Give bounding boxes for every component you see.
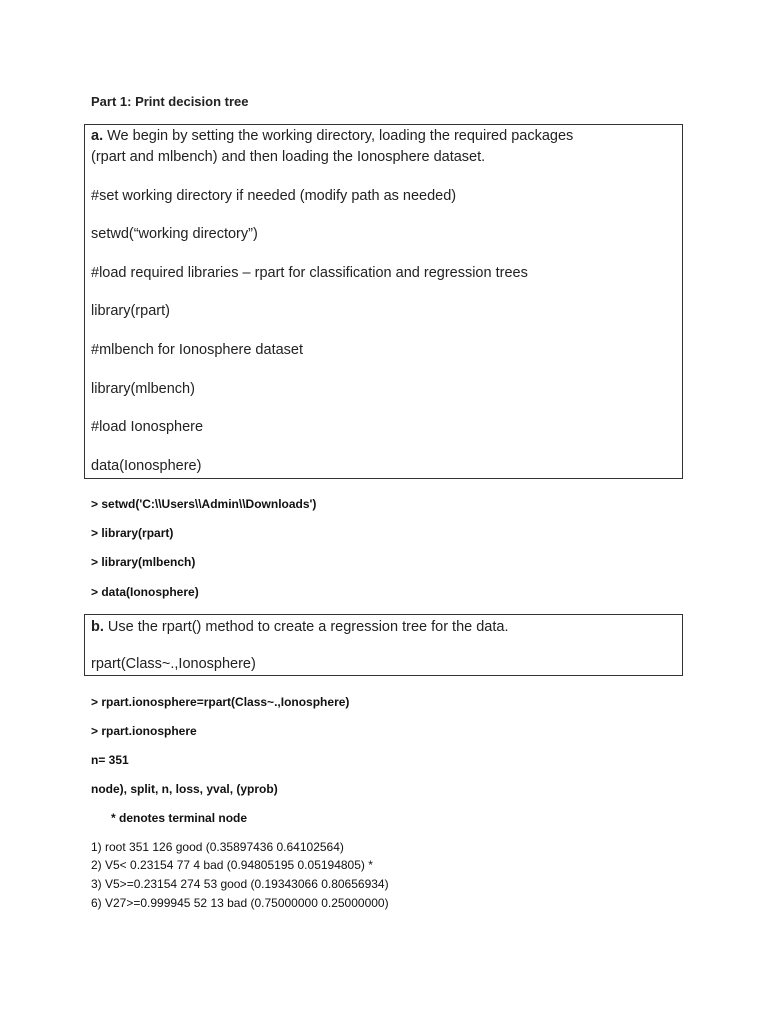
section-heading: Part 1: Print decision tree bbox=[91, 94, 249, 109]
box-a-intro-text: We begin by setting the working directory, loading the required packages bbox=[103, 128, 574, 144]
box-a-marker: a. bbox=[91, 128, 104, 144]
tree-output-line: 2) V5< 0.23154 77 4 bad (0.94805195 0.05194805) * bbox=[91, 858, 373, 872]
console-line: > data(Ionosphere) bbox=[91, 585, 199, 599]
box-a-code-line: library(rpart) bbox=[91, 303, 170, 319]
box-a-code-line: #load Ionosphere bbox=[91, 419, 204, 435]
console-line: > library(rpart) bbox=[91, 526, 174, 540]
box-a-code-line: #mlbench for Ionosphere dataset bbox=[91, 342, 303, 358]
tree-output-line: 3) V5>=0.23154 274 53 good (0.19343066 0.80656934) bbox=[91, 877, 389, 891]
box-a-code-line: setwd(“working directory”) bbox=[91, 226, 258, 242]
tree-output-line: 1) root 351 126 good (0.35897436 0.64102564) bbox=[91, 840, 344, 854]
box-b-intro-line bbox=[91, 619, 508, 635]
console-line: node), split, n, loss, yval, (yprob) bbox=[91, 782, 278, 796]
box-a-code-line: library(mlbench) bbox=[91, 381, 195, 397]
box-b-marker: b. bbox=[91, 619, 104, 635]
box-b-intro-text: Use the rpart() method to create a regression tree for the data. bbox=[103, 619, 509, 635]
console-line: > rpart.ionosphere bbox=[91, 724, 197, 738]
console-line: * denotes terminal node bbox=[91, 811, 248, 825]
box-b-code-line: rpart(Class~.,Ionosphere) bbox=[91, 656, 256, 672]
console-line: > setwd('C:\\Users\\Admin\\Downloads') bbox=[91, 497, 317, 511]
instruction-box-b bbox=[84, 614, 683, 676]
box-a-code-line: #set working directory if needed (modify path as needed) bbox=[91, 188, 457, 204]
console-line: > rpart.ionosphere=rpart(Class~.,Ionosphere) bbox=[91, 695, 350, 709]
console-line: > library(mlbench) bbox=[91, 555, 196, 569]
tree-output-line: 6) V27>=0.999945 52 13 bad (0.75000000 0.25000000) bbox=[91, 896, 389, 910]
box-a-intro-line1 bbox=[91, 128, 573, 144]
box-a-code-line: #load required libraries – rpart for classification and regression trees bbox=[91, 265, 528, 281]
console-line: n= 351 bbox=[91, 753, 129, 767]
box-a-code-line: data(Ionosphere) bbox=[91, 458, 202, 474]
box-a-intro-line2: (rpart and mlbench) and then loading the Ionosphere dataset. bbox=[91, 149, 486, 165]
instruction-box-a bbox=[84, 124, 683, 479]
